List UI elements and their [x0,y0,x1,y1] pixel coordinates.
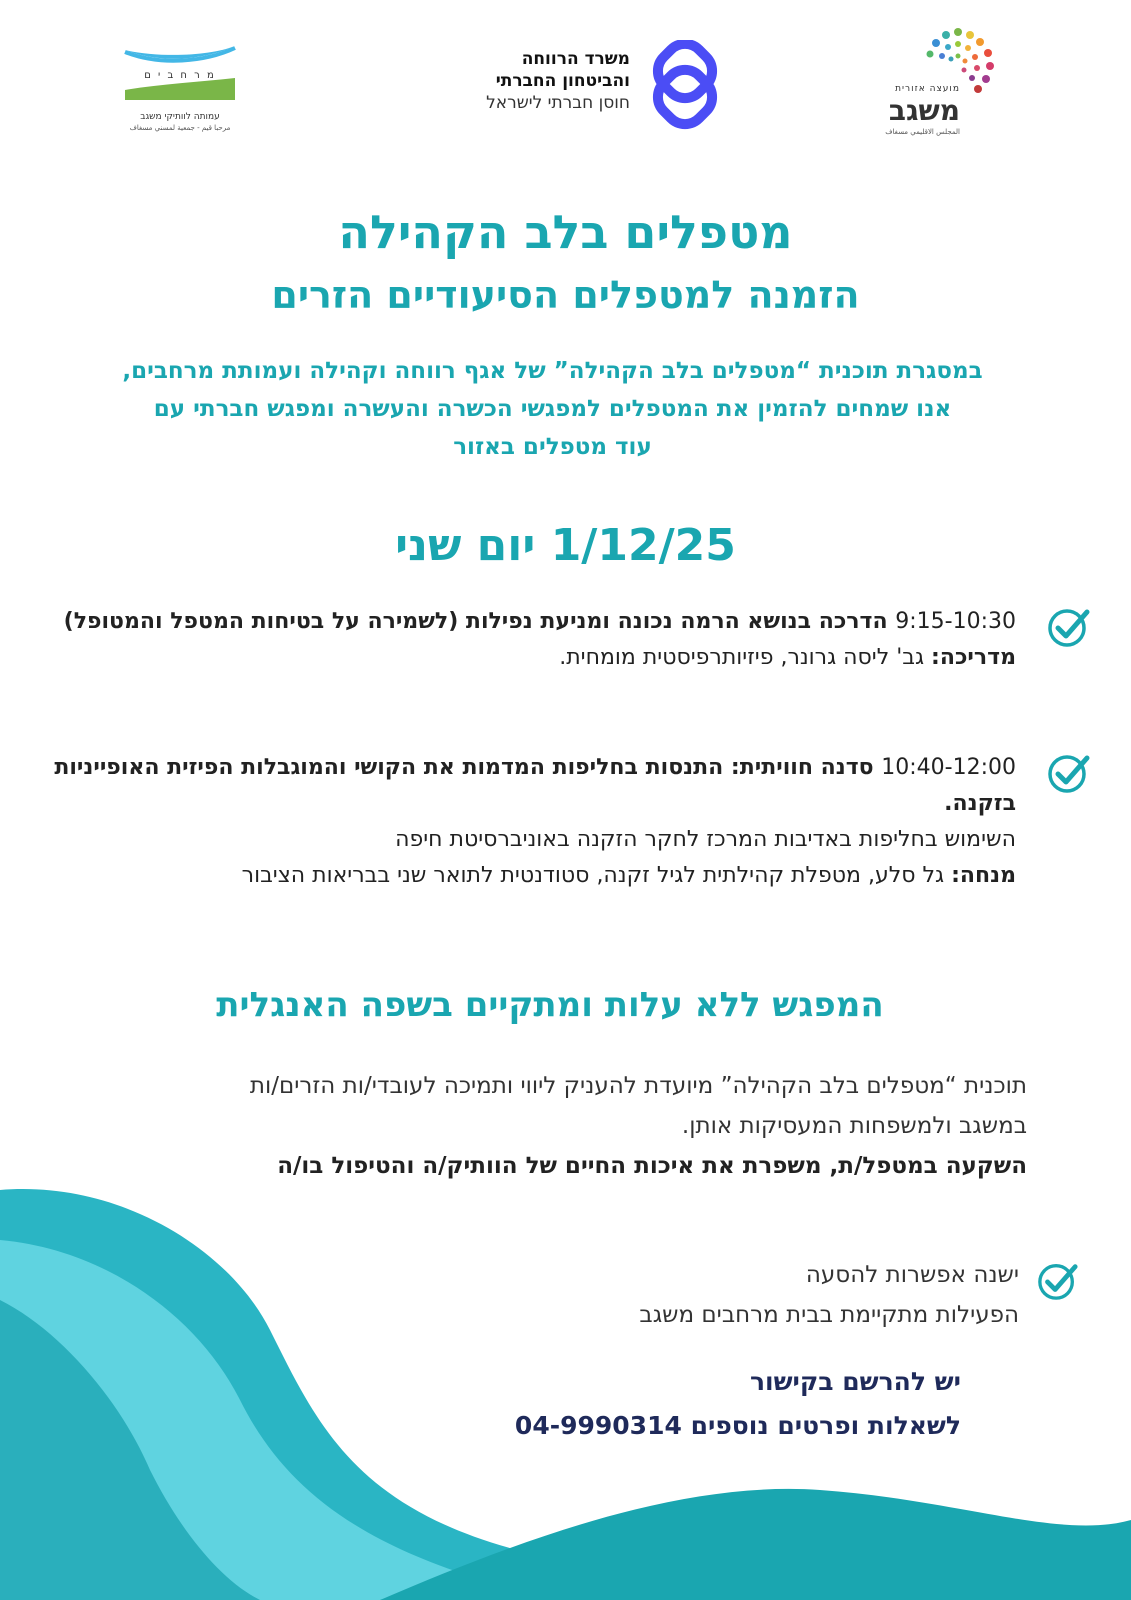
location-note: הפעילות מתקיימת בבית מרחבים משגב [639,1302,1019,1328]
contact-block [261,1360,961,1448]
misgav-council-label: מועצה אזורית [895,84,960,94]
program-description [37,1066,1027,1186]
schedule-item-1 [41,604,1091,676]
schedule-role-2: מנחה: [951,863,1016,888]
merhavim-tagline-arabic: مرحبا قيم - جمعية لمسني مسغاف [129,124,231,132]
schedule-time-1: 9:15-10:30 [895,609,1016,634]
merhavim-tagline: עמותה לוותיקי משגב [140,112,220,122]
schedule-title-2: סדנה חוויתית: [730,755,882,780]
schedule-time-2: 10:40-12:00 [881,755,1016,780]
merhavim-logo [120,42,240,142]
intro-line1: במסגרת תוכנית “מטפלים בלב הקהילה” של אגף רווחה וקהילה ועמותת מרחבים, [122,358,983,384]
program-line1: תוכנית “מטפלים בלב הקהילה” מיועדת להעניק ליווי ותמיכה לעובדי/ות הזרים/ות [249,1073,1027,1099]
intro-paragraph [40,352,1065,466]
misgav-name-arabic: المجلس الاقليمي مسغاف [885,128,960,136]
transport-note: ישנה אפשרות להסעה [805,1262,1019,1288]
schedule-person-1: גב' ליסה גרונר, פיזיותרפיסטית מומחית. [559,645,932,670]
intro-line3: עוד מטפלים באזור [453,434,652,460]
event-date: 1/12/25 יום שני [395,520,736,571]
ministry-tagline: חוסן חברתי לישראל [486,93,630,113]
schedule-title-2b: התנסות בחליפות המדמות את הקושי והמוגבלות הפיזית האופייניות בזקנה. [54,755,1016,816]
phone-number[interactable]: 04-9990314 [514,1411,682,1440]
schedule-title-1: הדרכה בנושא הרמה נכונה ומניעת נפילות (לשמירה על בטיחות המטפל והמטופל) [63,609,896,634]
misgav-council-logo [880,26,1010,141]
program-line2: במשגב ולמשפחות המעסיקות אותן. [681,1113,1027,1139]
schedule-item-2 [41,750,1091,894]
schedule-role-1: מדריכה: [931,645,1016,670]
check-circle-icon [1047,604,1091,648]
program-line3: השקעה במטפל/ת, משפרת את איכות החיים של הוותיק/ה והטיפול בו/ה [277,1153,1027,1179]
questions-label: לשאלות ופרטים נוספים [690,1411,961,1440]
schedule-note-2: השימוש בחליפות באדיבות המרכז לחקר הזקנה באוניברסיטת חיפה [395,827,1016,852]
ministry-name-line2: והביטחון החברתי [495,71,630,91]
logistics-block [319,1255,1019,1335]
check-circle-icon [1047,750,1091,794]
page-title: מטפלים בלב הקהילה [338,205,793,259]
schedule-person-2: גל סלע, מטפלת קהילתית לגיל זקנה, סטודנטית לתואר שני בבריאות הציבור [241,863,952,888]
check-circle-icon [1037,1259,1079,1301]
misgav-name: משגב [888,94,960,127]
ministry-logo [440,38,730,133]
register-link-text[interactable]: יש להרשם בקישור [749,1367,961,1396]
ministry-knot-icon [640,40,730,130]
merhavim-name: מ ר ח ב י ם [144,70,216,81]
language-note: המפגש ללא עלות ומתקיים בשפה האנגלית [216,985,884,1025]
intro-line2: אנו שמחים להזמין את המטפלים למפגשי הכשרה והעשרה ומפגש חברתי עם [153,396,952,422]
ministry-name-line1: משרד הרווחה [521,49,630,69]
page-subtitle: הזמנה למטפלים הסיעודיים הזרים [271,273,860,317]
